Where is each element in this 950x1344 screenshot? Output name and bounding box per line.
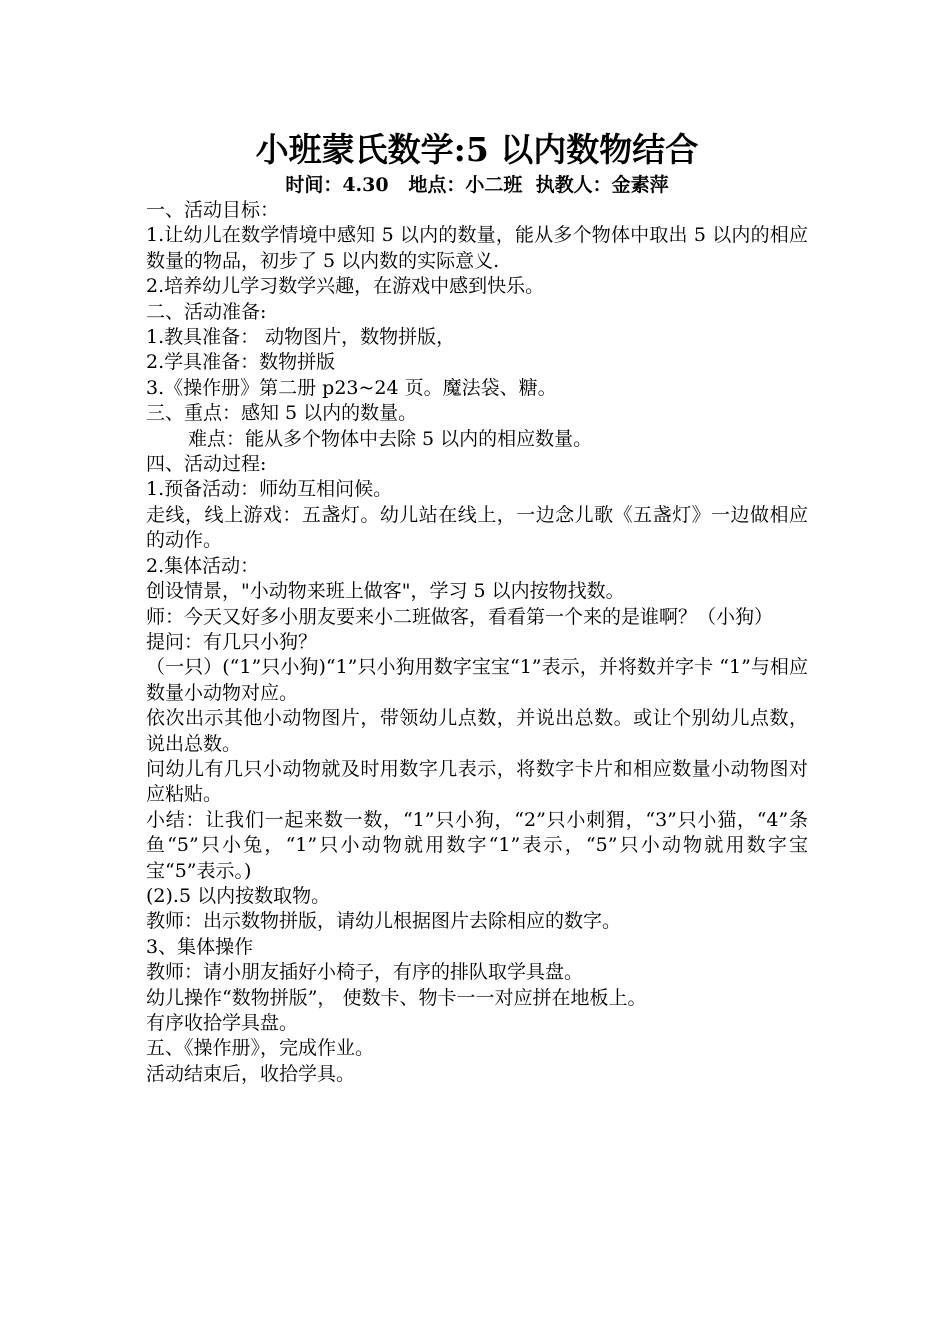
section-heading-key-points: 三、重点：感知 5 以内的数量。 xyxy=(146,402,418,425)
document-body xyxy=(146,198,808,1087)
process-paragraph: 有序收拾学具盘。 xyxy=(146,1012,299,1034)
preparation-item-3: 3.《操作册》第二册 p23~24 页。魔法袋、糖。 xyxy=(146,376,557,399)
process-step-2: 2.集体活动： xyxy=(146,554,260,577)
section-heading-process: 四、活动过程: xyxy=(146,453,267,476)
preparation-item-1: 1.教具准备： 动物图片，数物拼版， xyxy=(146,326,456,349)
preparation-item-2: 2.学具准备：数物拼版 xyxy=(146,351,336,374)
document-page xyxy=(146,128,808,1087)
goal-item-1: 1.让幼儿在数学情境中感知 5 以内的数量，能从多个物体中取出 5 以内的相应数量的物品，初步了 5 以内数的实际意义. xyxy=(146,224,808,272)
goal-item-2: 2.培养幼儿学习数学兴趣，在游戏中感到快乐。 xyxy=(146,275,545,298)
process-paragraph: 师：今天又好多小朋友要来小二班做客，看看第一个来的是谁啊？（小狗） xyxy=(146,605,774,628)
process-paragraph: （一只）(“1”只小狗)“1”只小狗用数字宝宝“1”表示，并将数并字卡 “1”与相应数量小动物对应。 xyxy=(146,656,808,704)
closing-paragraph: 活动结束后，收拾学具。 xyxy=(146,1062,356,1085)
process-paragraph: 问幼儿有几只小动物就及时用数字几表示，将数字卡片和相应数量小动物图对应粘贴。 xyxy=(146,757,808,806)
section-heading-preparation: 二、活动准备: xyxy=(146,300,267,323)
section-heading-goals: 一、活动目标： xyxy=(146,199,280,221)
process-step-3: 3、集体操作 xyxy=(146,935,254,958)
process-paragraph: 教师：请小朋友插好小椅子，有序的排队取学具盘。 xyxy=(146,961,584,984)
process-paragraph: 教师：出示数物拼版，请幼儿根据图片去除相应的数字。 xyxy=(146,910,622,933)
process-paragraph: 依次出示其他小动物图片，带领幼儿点数，并说出总数。或让个别幼儿点数，说出总数。 xyxy=(146,707,808,755)
summary-paragraph: 小结：让我们一起来数一数，“1”只小狗，“2”只小刺猬，“3”只小猫，“4”条鱼“5”只小兔，“1”只小动物就用数字“1”表示，“5”只小动物就用数字宝宝“5”表示。) xyxy=(146,808,808,882)
document-title: 小班蒙氏数学:5 以内数物结合 xyxy=(255,130,699,169)
section-heading-workbook: 五、《操作册》，完成作业。 xyxy=(146,1037,375,1060)
document-meta: 时间：4.30 地点：小二班 执教人：金素萍 xyxy=(285,174,669,196)
process-step-1: 1.预备活动：师幼互相问候。 xyxy=(146,478,393,501)
process-paragraph: (2).5 以内按数取物。 xyxy=(146,884,331,907)
process-paragraph: 走线，线上游戏：五盏灯。幼儿站在线上，一边念儿歌《五盏灯》一边做相应的动作。 xyxy=(146,503,808,552)
process-paragraph: 创设情景，"小动物来班上做客"，学习 5 以内按物找数。 xyxy=(146,580,625,603)
difficult-point: 难点：能从多个物体中去除 5 以内的相应数量。 xyxy=(188,427,593,450)
process-paragraph: 提问：有几只小狗？ xyxy=(146,630,318,653)
process-paragraph: 幼儿操作“数物拼版”， 使数卡、物卡一一对应拼在地板上。 xyxy=(146,986,647,1009)
